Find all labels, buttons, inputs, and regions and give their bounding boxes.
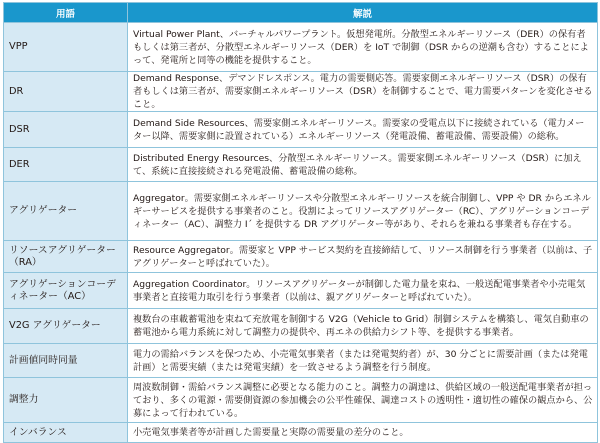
table-row (4, 378, 598, 423)
term-cell: アグリゲーションコーディネーター（AC） (4, 273, 128, 309)
term-cell: アグリゲーター (4, 182, 128, 241)
table-row (4, 112, 598, 148)
description-cell: Virtual Power Plant、バーチャルパワープラント。仮想発電所。分散型エネルギーリソース（DER）の保有者もしくは第三者が、分散型エネルギーリソース（DER）を IoT で制御（DSR からの逆潮も含む）することによって、発電所と同等の機能を提供すること。 (128, 23, 598, 72)
description-cell: Aggregation Coordinator。リソースアグリゲーターが制御した電力量を束ね、一般送配電事業者や小売電気事業者と直接電力取引を行う事業者（以前は、親アグリゲーターと呼ばれていた）。 (128, 273, 598, 309)
description-cell: 小売電気事業者等が計画した需要量と実際の需要量の差分のこと。 (128, 423, 598, 443)
term-cell: DR (4, 72, 128, 112)
description-cell: Distributed Energy Resources、分散型エネルギーリソース。需要家側エネルギーリソース（DSR）に加えて、系統に直接接続される発電設備、蓄電設備の総称。 (128, 148, 598, 182)
description-cell: 複数台の車載蓄電池を束ねて充放電を制御する V2G（Vehicle to Grid）制御システムを構築し、電気自動車の蓄電池から電力系統に対して調整力の提供や、再エネの供給力シフト等、を提供する事業者。 (128, 309, 598, 344)
term-cell: 調整力 (4, 378, 128, 423)
glossary-table (3, 2, 598, 443)
table-row (4, 72, 598, 112)
term-cell: V2G アグリゲーター (4, 309, 128, 344)
table-row (4, 344, 598, 378)
term-cell: リソースアグリゲーター（RA） (4, 241, 128, 273)
term-column-header: 用語 (4, 3, 128, 23)
description-cell: Demand Side Resources、需要家側エネルギーリソース。需要家の受電点以下に接続されている（電力メーター以降、需要家側に設置されている）エネルギーリソース（発電設備、蓄電設備、需要設備）の総称。 (128, 112, 598, 148)
term-cell: 計画値同時同量 (4, 344, 128, 378)
term-cell: VPP (4, 23, 128, 72)
table-row (4, 182, 598, 241)
term-cell: インバランス (4, 423, 128, 443)
table-row (4, 241, 598, 273)
explanation-column-header: 解説 (128, 3, 598, 23)
description-cell: Aggregator。需要家側エネルギーリソースや分散型エネルギーリソースを統合制御し、VPP や DR からエネルギーサービスを提供する事業者のこと。役割によってリソースアグリゲーター（RC）、アグリゲーションコーディネーター（AC）、調整力 I´ を提供する DR アグリゲーター等があり、それらを兼ねる事業者も存在する。 (128, 182, 598, 241)
table-row (4, 309, 598, 344)
table-row (4, 273, 598, 309)
table-row (4, 148, 598, 182)
table-header-row (4, 3, 598, 23)
description-cell: 電力の需給バランスを保つため、小売電気事業者（または発電契約者）が、30 分ごとに需要計画（または発電計画）と需要実績（または発電実績）を一致させるよう調整を行う制度。 (128, 344, 598, 378)
description-cell: 周波数制御・需給バランス調整に必要となる能力のこと。調整力の調達は、供給区域の一般送配電事業者が担っており、多くの電源・需要側資源の参加機会の公平性確保、調達コストの透明性・適切性の確保の観点から、公募によって行われている。 (128, 378, 598, 423)
term-cell: DSR (4, 112, 128, 148)
description-cell: Demand Response、デマンドレスポンス。電力の需要側応答。需要家側エネルギーリソース（DSR）の保有者もしくは第三者が、需要家側エネルギーリソース（DSR）を制御することで、電力需要パターンを変化させること。 (128, 72, 598, 112)
description-cell: Resource Aggregator。需要家と VPP サービス契約を直接締結して、リソース制御を行う事業者（以前は、子アグリゲーターと呼ばれていた）。 (128, 241, 598, 273)
table-row (4, 423, 598, 443)
table-row (4, 23, 598, 72)
term-cell: DER (4, 148, 128, 182)
